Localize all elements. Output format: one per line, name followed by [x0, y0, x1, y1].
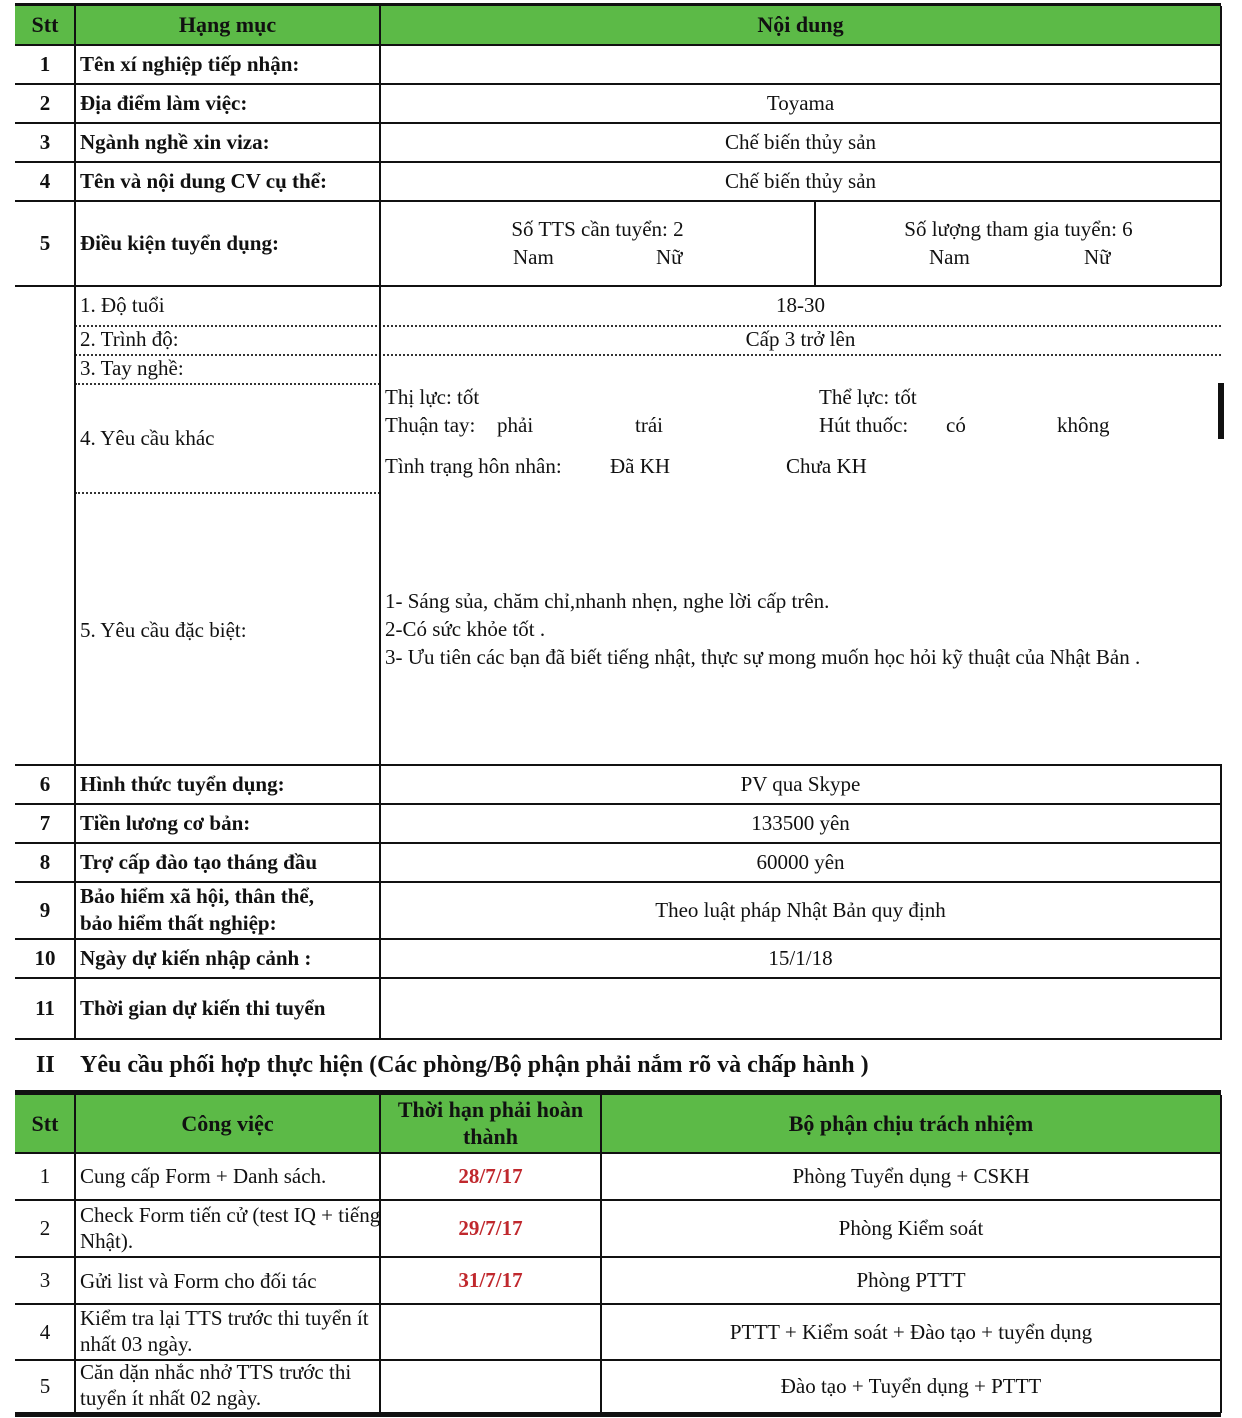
left-hand-option: trái: [635, 413, 663, 437]
header-deadline: Thời hạn phải hoàn: [397, 1097, 584, 1122]
task-stt: 3: [39, 1268, 51, 1292]
header-content: Nội dung: [757, 12, 844, 37]
task-text: Kiểm tra lại TTS trước thi tuyển ít: [80, 1306, 369, 1330]
row-label: Thời gian dự kiến thi tuyển: [80, 996, 326, 1020]
right-hand-option: phải: [497, 413, 534, 437]
row-label: Điều kiện tuyển dụng:: [80, 231, 279, 255]
task-department: Phòng PTTT: [856, 1268, 966, 1292]
row-stt: 6: [39, 772, 51, 796]
age-value: 18-30: [776, 293, 825, 317]
education-value: Cấp 3 trở lên: [745, 327, 856, 351]
participants-count: Số lượng tham gia tuyển: 6: [904, 217, 1133, 241]
row-stt: 9: [39, 898, 51, 922]
row-stt: 4: [39, 169, 51, 193]
row-stt: 5: [39, 231, 51, 255]
row-label: Địa điểm làm việc:: [80, 91, 248, 115]
row-stt: 1: [39, 52, 51, 76]
row-label: Ngày dự kiến nhập cảnh :: [80, 946, 312, 970]
header-department: Bộ phận chịu trách nhiệm: [788, 1110, 1034, 1136]
task-stt: 1: [39, 1164, 51, 1188]
row-stt: 10: [34, 946, 56, 970]
row-label: Trợ cấp đào tạo tháng đầu: [80, 850, 318, 874]
smoking-yes-option: có: [946, 413, 966, 437]
task-text: Nhật).: [80, 1229, 134, 1253]
row-value: [380, 978, 1221, 1038]
row-label: Hình thức tuyển dụng:: [80, 772, 285, 796]
special-requirements-label: 5. Yêu cầu đặc biệt:: [80, 618, 247, 642]
female-label: Nữ: [656, 245, 683, 269]
female-label: Nữ: [1084, 245, 1111, 269]
row-value: Toyama: [766, 91, 835, 115]
handedness-label: Thuận tay:: [385, 413, 476, 437]
education-label: 2. Trình độ:: [80, 327, 179, 351]
task-stt: 4: [39, 1319, 51, 1344]
header-task: Công việc: [181, 1110, 274, 1136]
row-value: 15/1/18: [768, 946, 833, 970]
smoking-label: Hút thuốc:: [819, 413, 909, 437]
task-text: nhất 03 ngày.: [80, 1332, 193, 1356]
task-deadline: 31/7/17: [458, 1268, 523, 1292]
row-stt: 8: [39, 850, 51, 874]
section-numeral: II: [36, 1052, 55, 1078]
task-deadline: [380, 1360, 601, 1412]
row-stt: 2: [39, 91, 51, 115]
male-label: Nam: [929, 245, 970, 269]
task-text: Cung cấp Form + Danh sách.: [80, 1164, 327, 1188]
row-label: bảo hiểm thất nghiệp:: [80, 911, 277, 935]
row-value: 60000 yên: [756, 850, 845, 874]
section-title: Yêu cầu phối hợp thực hiện (Các phòng/Bộ phận phải nắm rõ và chấp hành ): [80, 1052, 869, 1078]
header-deadline: thành: [462, 1124, 519, 1149]
header-category: Hạng mục: [178, 12, 277, 37]
task-text: Gửi list và Form cho đối tác: [80, 1269, 317, 1293]
row-stt: 7: [39, 811, 51, 835]
row-label: Tên xí nghiệp tiếp nhận:: [80, 52, 300, 76]
row-stt: 3: [39, 130, 51, 154]
row-label: Tên và nội dung CV cụ thể:: [80, 169, 327, 193]
row-value: Chế biến thủy sản: [724, 169, 877, 193]
smoking-no-option: không: [1057, 413, 1110, 437]
row-value: [380, 45, 1221, 83]
special-line: 2-Có sức khỏe tốt .: [385, 617, 546, 641]
row-value: Chế biến thủy sản: [724, 130, 877, 154]
task-stt: 2: [39, 1216, 51, 1240]
special-line: 3- Ưu tiên các bạn đã biết tiếng nhật, thực sự mong muốn học hỏi kỹ thuật của Nhật Bản .: [385, 645, 1141, 669]
scroll-marker: [1218, 383, 1224, 439]
eyesight: Thị lực: tốt: [385, 385, 480, 409]
other-requirements-label: 4. Yêu cầu khác: [80, 426, 215, 450]
task-department: PTTT + Kiểm soát + Đào tạo + tuyển dụng: [729, 1319, 1093, 1344]
trainees-needed: Số TTS cần tuyển: 2: [511, 217, 684, 241]
task-deadline: 28/7/17: [458, 1164, 523, 1188]
task-text: Check Form tiến cử (test IQ + tiếng: [80, 1203, 381, 1227]
row-label: Ngành nghề xin viza:: [80, 130, 270, 154]
row-value: 133500 yên: [751, 811, 850, 835]
task-deadline: 29/7/17: [458, 1216, 523, 1240]
task-text: Căn dặn nhắc nhở TTS trước thi: [80, 1360, 352, 1384]
marital-label: Tình trạng hôn nhân:: [385, 454, 562, 478]
fitness: Thể lực: tốt: [819, 385, 917, 409]
header-stt: Stt: [31, 1110, 59, 1136]
row-label: Tiền lương cơ bản:: [80, 811, 251, 835]
male-label: Nam: [513, 245, 554, 269]
married-option: Đã KH: [610, 454, 671, 478]
task-department: Phòng Kiểm soát: [838, 1216, 984, 1240]
age-label: 1. Độ tuổi: [80, 293, 165, 317]
skill-label: 3. Tay nghề:: [80, 356, 184, 380]
task-stt: 5: [39, 1374, 51, 1398]
special-line: 1- Sáng sủa, chăm chỉ,nhanh nhẹn, nghe lời cấp trên.: [385, 589, 830, 613]
task-text: tuyển ít nhất 02 ngày.: [80, 1386, 262, 1410]
row-stt: 11: [35, 996, 55, 1020]
header-stt: Stt: [31, 12, 59, 37]
row-value: Theo luật pháp Nhật Bản quy định: [655, 898, 946, 922]
task-department: Đào tạo + Tuyển dụng + PTTT: [780, 1374, 1042, 1398]
single-option: Chưa KH: [786, 454, 867, 478]
task-deadline: [380, 1304, 601, 1359]
task-department: Phòng Tuyển dụng + CSKH: [792, 1164, 1030, 1188]
row-label: Bảo hiểm xã hội, thân thể,: [80, 884, 314, 908]
row-value: PV qua Skype: [740, 772, 861, 796]
